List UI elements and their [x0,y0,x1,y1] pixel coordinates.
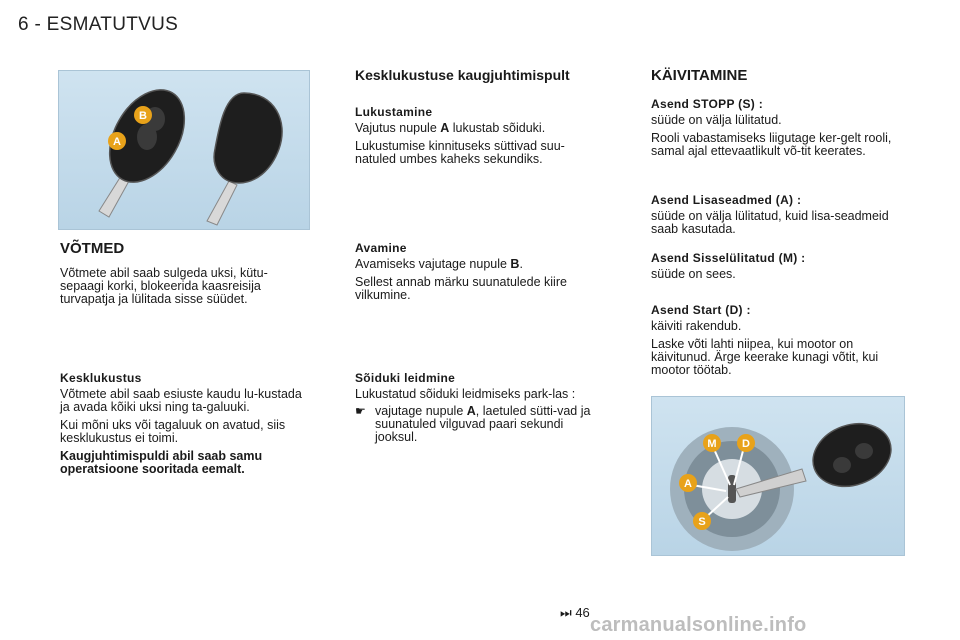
position-d-label [737,434,755,452]
bullet-text: vajutage nupule A, laetuled sütti-vad ja suunatuled vilguvad paari sekundi jooksul. [375,404,591,444]
vehicle-locating-bullet [355,405,605,444]
position-s-label [693,512,711,530]
locking-text [355,122,605,166]
central-lock-text [60,388,308,476]
keys-heading: VÕTMED [60,240,125,257]
page-number-text: 46 [575,605,590,620]
position-start-p2: Laske võti lahti niipea, kui mootor on käivitunud. Ärge keerake kunagi võtit, kui mootor töötab. [651,337,879,377]
ignition-illustration [652,397,904,555]
central-lock-heading: Kesklukustus [60,371,142,385]
ignition-figure [651,396,905,556]
position-accessories-p1: süüde on välja lülitatud, kuid lisa-seadmeid saab kasutada. [651,209,889,236]
locking-p2: Lukustumise kinnituseks süttivad suu-natuled umbes kaheks sekundiks. [355,139,565,166]
position-stop-text [651,114,903,158]
remote-heading: Kesklukustuse kaugjuhtimispult [355,67,570,83]
svg-text:B: B [139,110,147,122]
position-m-label [703,434,721,452]
unlocking-p2: Sellest annab märku suunatulede kiire vilkumine. [355,275,567,302]
svg-text:M: M [707,438,717,450]
keys-illustration [59,71,309,229]
page-number [560,605,590,621]
svg-text:A: A [684,478,692,490]
button-b-label [134,106,152,124]
button-a-label [108,132,126,150]
position-on-heading: Asend Sisselülitatud (M) : [651,251,806,265]
unlocking-heading: Avamine [355,241,407,255]
position-start-text [651,320,903,377]
svg-text:A: A [113,136,121,148]
position-stop-heading: Asend STOPP (S) : [651,97,764,111]
central-lock-p2: Kui mõni uks või tagaluuk on avatud, siis kesklukustus ei toimi. [60,418,286,445]
central-lock-p3: Kaugjuhtimispuldi abil saab samu operatsioone sooritada eemalt. [60,449,263,476]
starting-heading: KÄIVITAMINE [651,67,748,84]
svg-text:S: S [698,516,706,528]
position-start-heading: Asend Start (D) : [651,303,751,317]
keys-intro: Võtmete abil saab sulgeda uksi, kütu-sepaagi korki, blokeerida kaasreisija turvapatja ja lülitada sisse süüdet. [60,266,268,306]
watermark: carmanualsonline.info [590,614,807,636]
central-lock-p1: Võtmete abil saab esiuste kaudu lu-kustada ja avada kõiki uksi ning ta-galuuki. [60,387,302,414]
unlocking-text [355,258,605,302]
svg-text:D: D [742,438,750,450]
keys-figure [58,70,310,230]
position-accessories-text [651,210,903,236]
position-accessories-heading: Asend Lisaseadmed (A) : [651,193,802,207]
locking-p1: Vajutus nupule A lukustab sõiduki. [355,121,546,135]
vehicle-locating-heading: Sõiduki leidmine [355,371,456,385]
pointer-icon: ☛ [355,404,366,418]
vehicle-locating-text [355,388,605,444]
position-on-p1: süüde on sees. [651,267,736,281]
unlocking-p1: Avamiseks vajutage nupule B. [355,257,523,271]
position-stop-p2: Rooli vabastamiseks liigutage ker-gelt rooli, samal ajal ettevaatlikult võ-tit keerates. [651,131,892,158]
position-stop-p1: süüde on välja lülitatud. [651,113,782,127]
position-start-p1: käiviti rakendub. [651,319,742,333]
position-on-text [651,268,903,281]
vehicle-locating-p1: Lukustatud sõiduki leidmiseks park-las : [355,387,576,401]
position-a-label [679,474,697,492]
next-page-icon: ⏭ [560,605,572,620]
page-title: 6 - ESMATUTVUS [18,14,179,35]
locking-heading: Lukustamine [355,105,433,119]
